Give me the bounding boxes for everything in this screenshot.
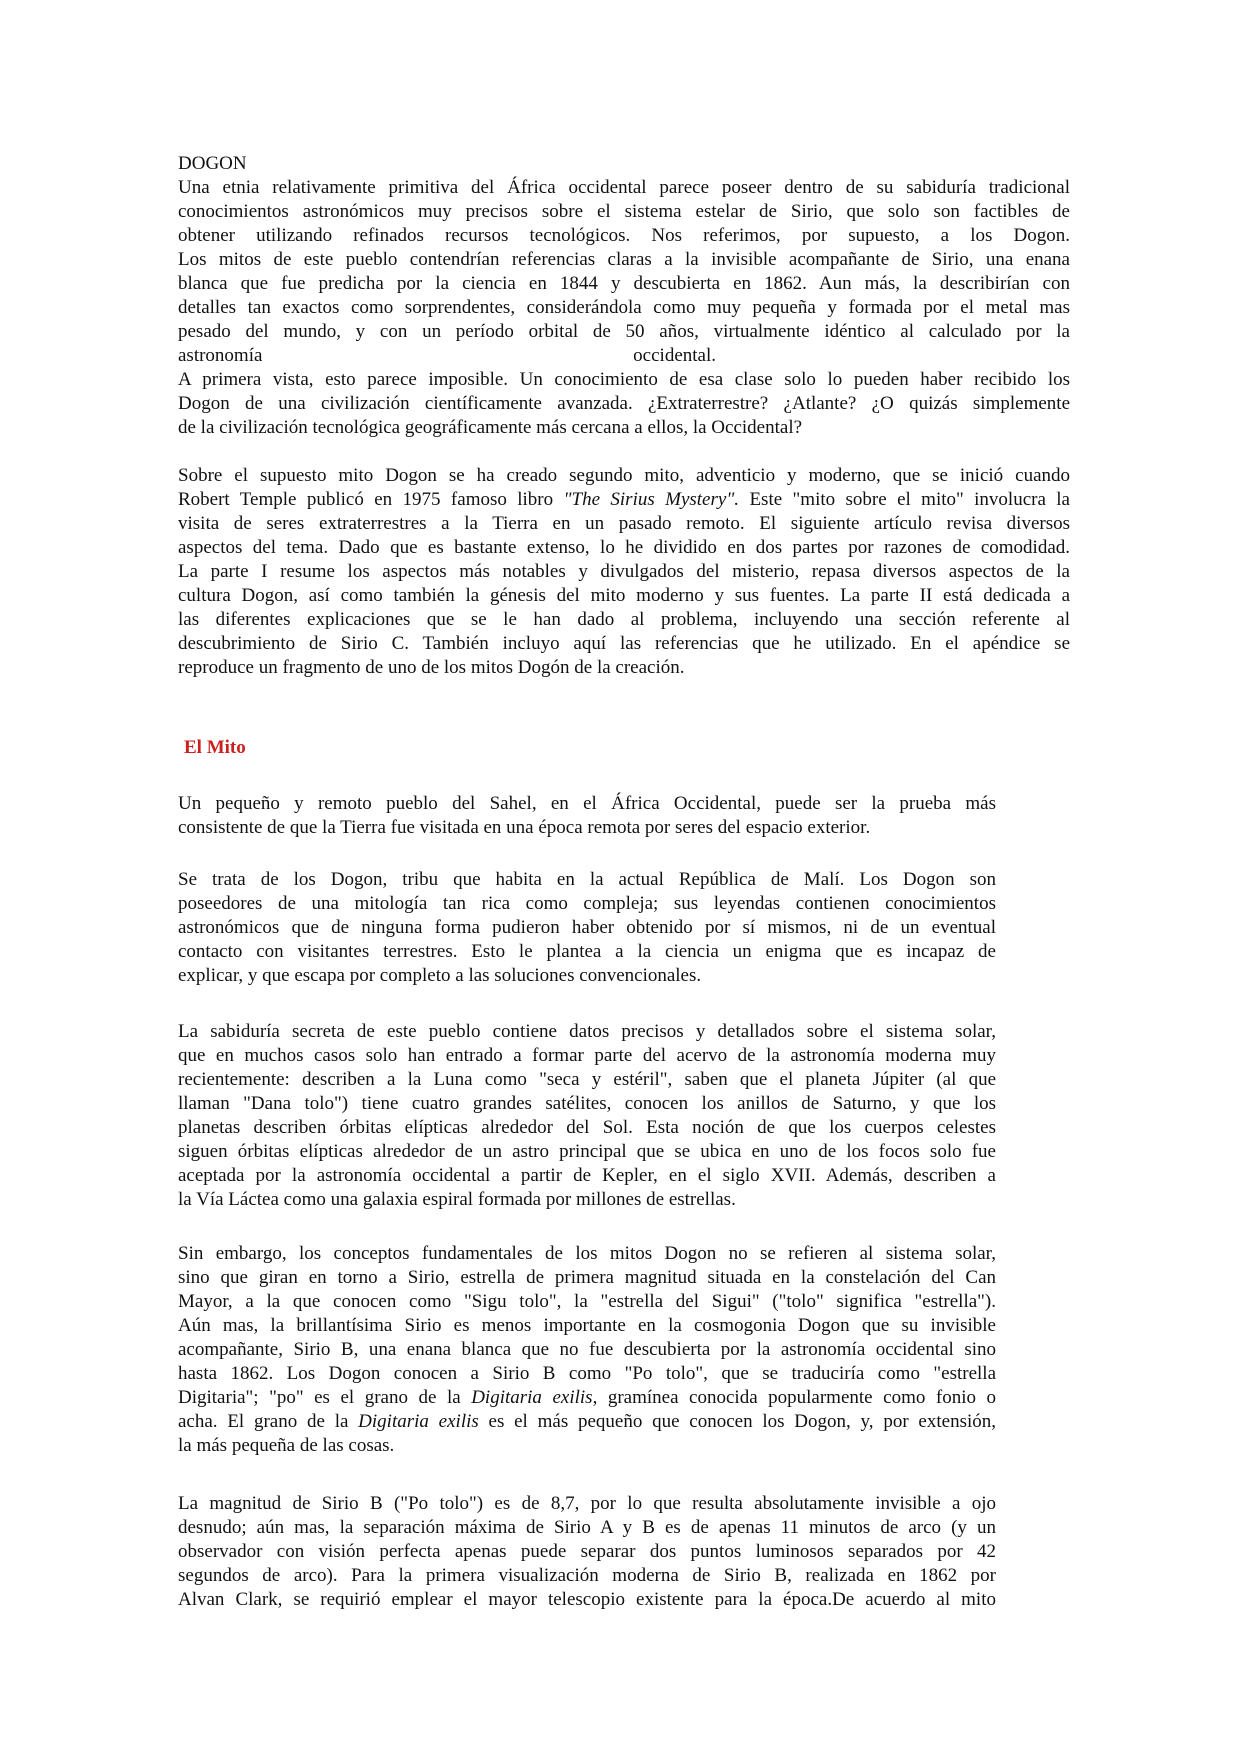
text-fragment: astronomía <box>178 345 263 366</box>
text-fragment: , gramínea conocida popularmente como fonio o <box>592 1387 997 1408</box>
text-line: Mayor, a la que conocen como "Sigu tolo", la "estrella del Sigui" ("tolo" significa "estrella"). <box>178 1291 996 1312</box>
text-line: aspectos del tema. Dado que es bastante extenso, lo he dividido en dos partes por razones de comodidad. <box>178 537 1070 558</box>
intro-paragraph-2 <box>178 464 1070 680</box>
text-line <box>178 1410 996 1434</box>
text-line: Sobre el supuesto mito Dogon se ha creado segundo mito, adventicio y moderno, que se inició cuando <box>178 465 1070 486</box>
text-line: obtener utilizando refinados recursos tecnológicos. Nos referimos, por supuesto, a los Dogon. <box>178 225 1070 246</box>
text-line: Una etnia relativamente primitiva del África occidental parece poseer dentro de su sabiduría tradicional <box>178 177 1070 198</box>
text-line: planetas describen órbitas elípticas alrededor del Sol. Esta noción de que los cuerpos celestes <box>178 1117 996 1138</box>
text-line: descubrimiento de Sirio C. También incluyo aquí las referencias que he utilizado. En el apéndice se <box>178 633 1070 654</box>
text-line <box>178 1386 996 1410</box>
text-line: conocimientos astronómicos muy precisos sobre el sistema estelar de Sirio, que solo son factibles de <box>178 201 1070 222</box>
book-title: "The Sirius Mystery". <box>563 489 740 510</box>
text-line: segundos de arco). Para la primera visualización moderna de Sirio B, realizada en 1862 por <box>178 1565 996 1586</box>
text-line: blanca que fue predicha por la ciencia en 1844 y descubierta en 1862. Aun más, la describirían con <box>178 273 1070 294</box>
text-line: contacto con visitantes terrestres. Esto le plantea a la ciencia un enigma que es incapaz de <box>178 941 996 962</box>
section-paragraph-5 <box>178 1492 996 1612</box>
text-line: explicar, y que escapa por completo a las soluciones convencionales. <box>178 965 702 986</box>
text-line: hasta 1862. Los Dogon conocen a Sirio B como "Po tolo", que se traduciría como "estrella <box>178 1363 996 1384</box>
text-line: reproduce un fragmento de uno de los mitos Dogón de la creación. <box>178 657 685 678</box>
text-line: pesado del mundo, y con un período orbital de 50 años, virtualmente idéntico al calculado por la <box>178 321 1070 342</box>
text-line: La parte I resume los aspectos más notables y divulgados del misterio, repasa diversos aspectos de la <box>178 561 1070 582</box>
text-fragment: occidental. <box>633 345 716 366</box>
text-line: llaman "Dana tolo") tiene cuatro grandes satélites, conocen los anillos de Saturno, y que los <box>178 1093 996 1114</box>
text-fragment: es el más pequeño que conocen los Dogon, y, por extensión, <box>478 1411 996 1432</box>
text-fragment: Robert Temple publicó en 1975 famoso libro <box>178 489 564 510</box>
text-line: Sin embargo, los conceptos fundamentales de los mitos Dogon no se refieren al sistema solar, <box>178 1243 996 1264</box>
text-line: Los mitos de este pueblo contendrían referencias claras a la invisible acompañante de Sirio, una enana <box>178 249 1070 270</box>
text-line: consistente de que la Tierra fue visitada en una época remota por seres del espacio exterior. <box>178 817 871 838</box>
text-line: Dogon de una civilización científicamente avanzada. ¿Extraterrestre? ¿Atlante? ¿O quizás simplemente <box>178 393 1070 414</box>
species-name: Digitaria exilis <box>471 1387 593 1408</box>
text-line: las diferentes explicaciones que se le han dado al problema, incluyendo una sección referente al <box>178 609 1070 630</box>
text-line: sino que giran en torno a Sirio, estrella de primera magnitud situada en la constelación del Can <box>178 1267 996 1288</box>
text-line: recientemente: describen a la Luna como "seca y estéril", saben que el planeta Júpiter (al que <box>178 1069 996 1090</box>
text-line: La magnitud de Sirio B ("Po tolo") es de 8,7, por lo que resulta absolutamente invisible a ojo <box>178 1493 996 1514</box>
text-line: Un pequeño y remoto pueblo del Sahel, en el África Occidental, puede ser la prueba más <box>178 793 996 814</box>
text-fragment: Este "mito sobre el mito" involucra la <box>739 489 1070 510</box>
text-line: Alvan Clark, se requirió emplear el mayor telescopio existente para la época.De acuerdo al mito <box>178 1589 996 1610</box>
text-line: visita de seres extraterrestres a la Tierra en un pasado remoto. El siguiente artículo revisa diversos <box>178 513 1070 534</box>
text-line: astronómicos que de ninguna forma pudieron haber obtenido por sí mismos, ni de un eventual <box>178 917 996 938</box>
text-line: Se trata de los Dogon, tribu que habita en la actual República de Malí. Los Dogon son <box>178 869 996 890</box>
text-fragment: acha. El grano de la <box>178 1411 359 1432</box>
species-name: Digitaria exilis <box>358 1411 479 1432</box>
text-line: A primera vista, esto parece imposible. Un conocimiento de esa clase solo lo pueden haber recibido los <box>178 369 1070 390</box>
text-line: acompañante, Sirio B, una enana blanca que no fue descubierta por la astronomía occidental sino <box>178 1339 996 1360</box>
text-line: siguen órbitas elípticas alrededor de un astro principal que se ubica en uno de los focos solo fue <box>178 1141 996 1162</box>
section-heading: El Mito <box>184 737 246 758</box>
section-paragraph-2 <box>178 868 996 988</box>
text-line <box>178 488 1070 512</box>
text-line: desnudo; aún mas, la separación máxima de Sirio A y B es de apenas 11 minutos de arco (y un <box>178 1517 996 1538</box>
text-line: La sabiduría secreta de este pueblo contiene datos precisos y detallados sobre el sistema solar, <box>178 1021 996 1042</box>
text-line: de la civilización tecnológica geográficamente más cercana a ellos, la Occidental? <box>178 417 803 438</box>
text-line: detalles tan exactos como sorprendentes, considerándola como muy pequeña y formada por el metal mas <box>178 297 1070 318</box>
document-title: DOGON <box>178 153 247 174</box>
section-paragraph-4 <box>178 1242 996 1458</box>
text-line: aceptada por la astronomía occidental a partir de Kepler, en el siglo XVII. Además, describen a <box>178 1165 996 1186</box>
section-paragraph-1 <box>178 792 996 840</box>
text-line: la más pequeña de las cosas. <box>178 1435 395 1456</box>
section-paragraph-3 <box>178 1020 996 1212</box>
text-line: cultura Dogon, así como también la génesis del mito moderno y sus fuentes. La parte II está dedicada a <box>178 585 1070 606</box>
text-line: la Vía Láctea como una galaxia espiral formada por millones de estrellas. <box>178 1189 736 1210</box>
text-line: observador con visión perfecta apenas puede separar dos puntos luminosos separados por 42 <box>178 1541 996 1562</box>
intro-paragraph-1 <box>178 152 1070 440</box>
text-fragment: Digitaria"; "po" es el grano de la <box>178 1387 472 1408</box>
text-line: Aún mas, la brillantísima Sirio es menos importante en la cosmogonia Dogon que su invisible <box>178 1315 996 1336</box>
text-line: que en muchos casos solo han entrado a formar parte del acervo de la astronomía moderna muy <box>178 1045 996 1066</box>
text-line: poseedores de una mitología tan rica como compleja; sus leyendas contienen conocimientos <box>178 893 996 914</box>
text-line-split <box>178 344 1070 368</box>
